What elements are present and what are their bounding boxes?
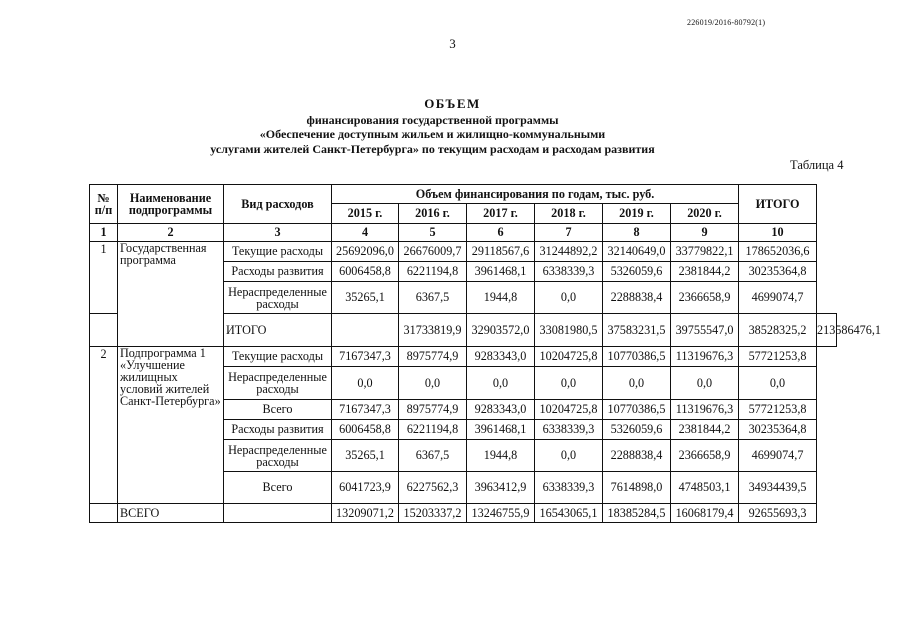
value-cell: 13246755,9 [467,504,535,523]
value-cell: 6367,5 [399,282,467,314]
value-cell: 31733819,9 [399,314,467,347]
value-cell: 6227562,3 [399,472,467,504]
expense-type: Расходы развития [224,262,332,282]
value-cell: 2381844,2 [671,420,739,440]
value-cell: 11319676,3 [671,400,739,420]
value-cell: 0,0 [332,367,399,400]
expense-type: Текущие расходы [224,242,332,262]
value-cell: 10204725,8 [535,347,603,367]
value-cell: 33081980,5 [535,314,603,347]
itogo-label: ИТОГО [224,314,332,347]
index-cell: 9 [671,224,739,242]
value-cell: 7167347,3 [332,347,399,367]
index-cell: 6 [467,224,535,242]
total-cell: 0,0 [739,367,817,400]
value-cell: 6006458,8 [332,262,399,282]
value-cell: 0,0 [467,367,535,400]
value-cell: 0,0 [535,282,603,314]
value-cell: 38528325,2 [739,314,817,347]
expense-type: Нераспределенные расходы [224,367,332,400]
expense-type: Нераспределенные расходы [224,440,332,472]
value-cell: 31244892,2 [535,242,603,262]
value-cell: 0,0 [535,440,603,472]
financing-table [89,184,881,523]
header-row-1 [90,185,837,204]
header-num: № п/п [90,185,118,224]
table-row [90,242,837,262]
value-cell: 0,0 [399,367,467,400]
total-cell: 30235364,8 [739,262,817,282]
value-cell: 0,0 [603,367,671,400]
expense-type: Расходы развития [224,420,332,440]
value-cell: 26676009,7 [399,242,467,262]
total-cell: 213586476,1 [817,314,837,347]
header-type: Вид расходов [224,185,332,224]
document-number: 226019/2016-80792(1) [687,18,766,27]
value-cell: 5326059,6 [603,420,671,440]
page-number: 3 [449,36,456,51]
value-cell: 35265,1 [332,440,399,472]
vsego-row [90,504,837,523]
value-cell: 8975774,9 [399,347,467,367]
total-cell: 4699074,7 [739,282,817,314]
value-cell: 9283343,0 [467,400,535,420]
expense-type: Всего [224,400,332,420]
header-group: Объем финансирования по годам, тыс. руб. [332,185,739,204]
header-year: 2016 г. [399,204,467,224]
value-cell: 6338339,3 [535,262,603,282]
value-cell: 10770386,5 [603,347,671,367]
index-cell: 1 [90,224,118,242]
index-cell: 10 [739,224,817,242]
value-cell: 6221194,8 [399,420,467,440]
value-cell: 3963412,9 [467,472,535,504]
value-cell: 2366658,9 [671,440,739,472]
value-cell: 2288838,4 [603,282,671,314]
table-row [90,347,837,367]
index-cell: 3 [224,224,332,242]
value-cell: 25692096,0 [332,242,399,262]
total-cell: 57721253,8 [739,347,817,367]
value-cell: 6221194,8 [399,262,467,282]
value-cell: 5326059,6 [603,262,671,282]
value-cell: 37583231,5 [603,314,671,347]
total-cell: 57721253,8 [739,400,817,420]
value-cell: 7614898,0 [603,472,671,504]
value-cell: 33779822,1 [671,242,739,262]
total-cell: 34934439,5 [739,472,817,504]
title-line-3: «Обеспечение доступным жильем и жилищно-коммунальными [259,127,606,141]
header-name: Наименование подпрограммы [118,185,224,224]
value-cell: 29118567,6 [467,242,535,262]
title-heading: ОБЪЕМ [424,96,481,111]
expense-type: Всего [224,472,332,504]
expense-type: Текущие расходы [224,347,332,367]
value-cell: 35265,1 [332,282,399,314]
value-cell: 1944,8 [467,440,535,472]
value-cell: 7167347,3 [332,400,399,420]
value-cell: 0,0 [535,367,603,400]
value-cell: 9283343,0 [467,347,535,367]
value-cell: 13209071,2 [332,504,399,523]
value-cell: 15203337,2 [399,504,467,523]
value-cell: 2366658,9 [671,282,739,314]
value-cell: 11319676,3 [671,347,739,367]
table-label: Таблица 4 [790,158,844,172]
value-cell: 0,0 [671,367,739,400]
value-cell: 18385284,5 [603,504,671,523]
value-cell: 6041723,9 [332,472,399,504]
value-cell: 6367,5 [399,440,467,472]
index-cell: 4 [332,224,399,242]
value-cell: 1944,8 [467,282,535,314]
header-year: 2017 г. [467,204,535,224]
expense-type: Нераспределенные расходы [224,282,332,314]
title-line-2: финансирования государственной программы [306,113,559,127]
header-year: 2019 г. [603,204,671,224]
index-cell: 5 [399,224,467,242]
section-number: 1 [90,242,118,314]
value-cell: 10204725,8 [535,400,603,420]
program-name: Государственная программа [118,242,224,347]
value-cell: 6338339,3 [535,420,603,440]
total-cell: 92655693,3 [739,504,817,523]
header-total: ИТОГО [739,185,817,224]
value-cell: 39755547,0 [671,314,739,347]
value-cell: 3961468,1 [467,420,535,440]
total-cell: 178652036,6 [739,242,817,262]
value-cell: 32140649,0 [603,242,671,262]
value-cell: 16543065,1 [535,504,603,523]
total-cell: 4699074,7 [739,440,817,472]
value-cell: 6338339,3 [535,472,603,504]
value-cell: 3961468,1 [467,262,535,282]
index-cell: 2 [118,224,224,242]
header-year: 2015 г. [332,204,399,224]
index-cell: 8 [603,224,671,242]
subprogram-name: Подпрограмма 1 «Улучшение жилищных условий жителей Санкт-Петербурга» [118,347,224,504]
section-number: 2 [90,347,118,504]
header-year: 2018 г. [535,204,603,224]
value-cell: 32903572,0 [467,314,535,347]
value-cell: 8975774,9 [399,400,467,420]
title-line-4: услугами жителей Санкт-Петербурга» по текущим расходам и расходам развития [210,142,655,156]
index-cell: 7 [535,224,603,242]
value-cell: 6006458,8 [332,420,399,440]
header-year: 2020 г. [671,204,739,224]
value-cell: 10770386,5 [603,400,671,420]
value-cell: 2381844,2 [671,262,739,282]
vsego-label: ВСЕГО [118,504,224,523]
total-cell: 30235364,8 [739,420,817,440]
value-cell: 16068179,4 [671,504,739,523]
index-row [90,224,837,242]
value-cell: 2288838,4 [603,440,671,472]
value-cell: 4748503,1 [671,472,739,504]
